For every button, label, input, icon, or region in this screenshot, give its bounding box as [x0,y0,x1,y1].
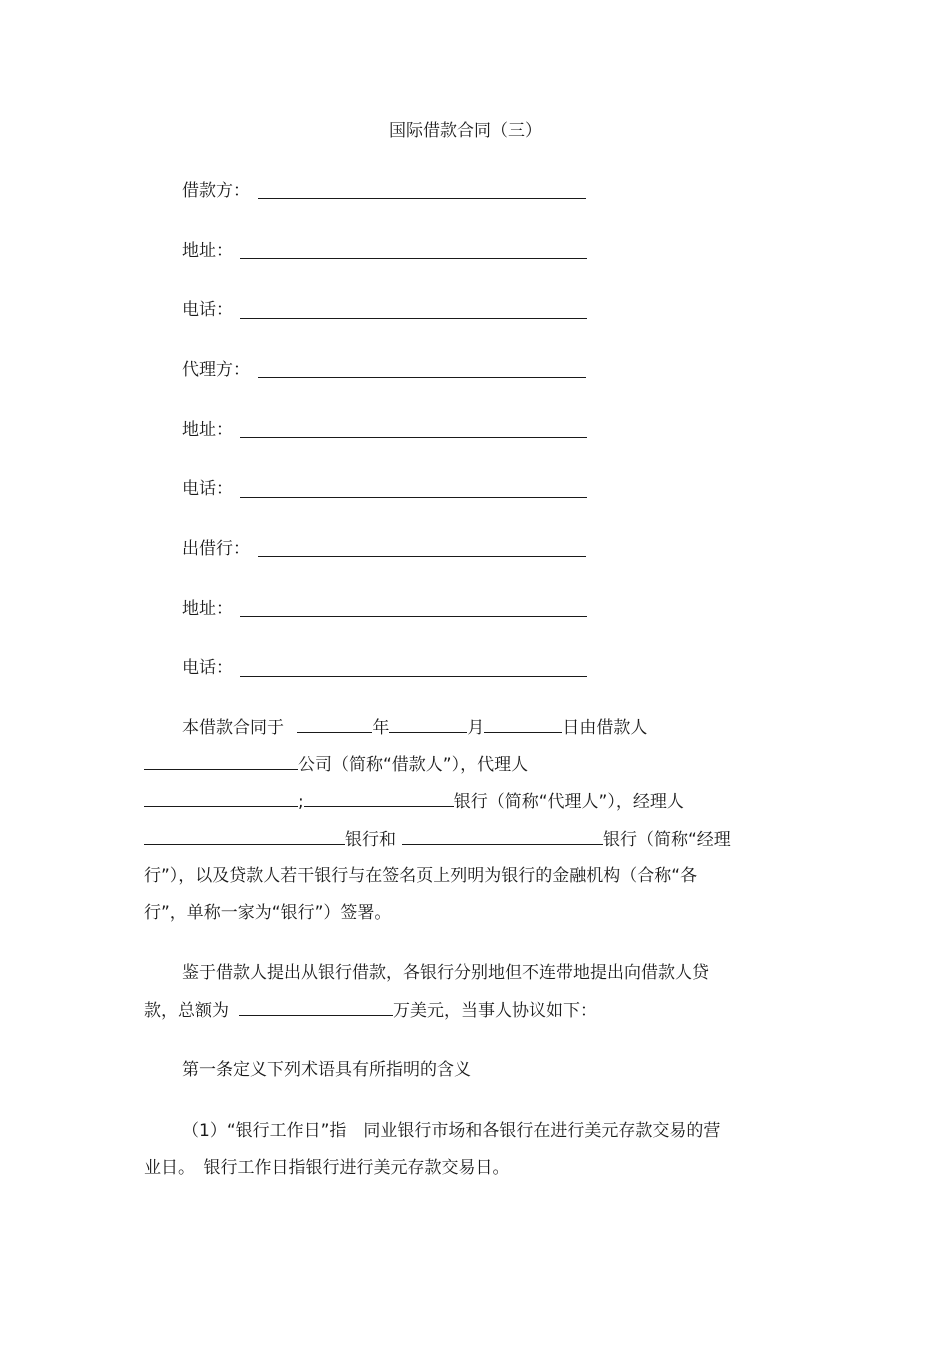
preamble-line-4 [144,828,731,851]
recital-text: 款，总额为 [144,1001,229,1021]
preamble-text: ; [298,792,304,812]
day-blank[interactable] [484,716,562,733]
day-year-blank[interactable] [297,716,372,733]
field-blank-line[interactable] [258,198,586,199]
total-amount-blank[interactable] [239,999,393,1016]
article-item-1-line-1: （1）“银行工作日”指 同业银行市场和各银行在进行美元存款交易的营 [182,1121,721,1141]
preamble-text: 本借款合同于 [182,718,284,738]
manager-bank-blank-1[interactable] [144,828,345,845]
preamble-text: 银行（简称“代理人”），经理人 [453,792,684,812]
manager-bank-blank-2[interactable] [402,828,603,845]
preamble-text: 银行（简称“经理 [603,830,731,850]
field-label: 地址： [182,420,233,440]
month-blank[interactable] [389,716,467,733]
field-blank-line[interactable] [240,497,587,498]
page-title: 国际借款合同（三） [389,121,542,141]
recital-text: 万美元，当事人协议如下： [393,1001,597,1021]
preamble-text: 银行和 [345,830,396,850]
year-label: 年 [372,718,390,738]
field-blank-line[interactable] [240,676,587,677]
field-blank-line[interactable] [240,437,587,438]
field-label: 电话： [182,479,233,499]
field-label: 电话： [182,300,233,320]
preamble-line-2 [144,753,528,776]
field-blank-line[interactable] [240,318,587,319]
article-heading: 第一条定义下列术语具有所指明的含义 [182,1060,471,1080]
field-blank-line[interactable] [258,556,586,557]
field-label: 出借行： [182,539,250,559]
preamble-line-6: 行”，单称一家为“银行”）签署。 [144,903,392,923]
agent-blank-2[interactable] [304,790,454,807]
recital-line-1: 鉴于借款人提出从银行借款，各银行分别地但不连带地提出向借款人贷 [182,963,709,983]
preamble-line-1 [182,716,647,739]
field-blank-line[interactable] [258,377,586,378]
field-label: 代理方： [182,360,250,380]
preamble-line-5: 行”），以及贷款人若干银行与在签名页上列明为银行的金融机构（合称“各 [144,866,698,886]
field-blank-line[interactable] [240,616,587,617]
preamble-text: 公司（简称“借款人”），代理人 [298,755,529,775]
borrower-company-blank[interactable] [144,753,298,770]
recital-line-2 [144,999,597,1022]
field-label: 电话： [182,658,233,678]
month-label: 月 [467,718,485,738]
field-label: 借款方： [182,181,250,201]
field-label: 地址： [182,599,233,619]
agent-blank-1[interactable] [144,790,298,807]
field-blank-line[interactable] [240,258,587,259]
field-label: 地址： [182,241,233,261]
day-label: 日由借款人 [562,718,648,738]
article-item-1-line-2: 业日。 银行工作日指银行进行美元存款交易日。 [144,1158,510,1178]
preamble-line-3 [144,790,684,813]
